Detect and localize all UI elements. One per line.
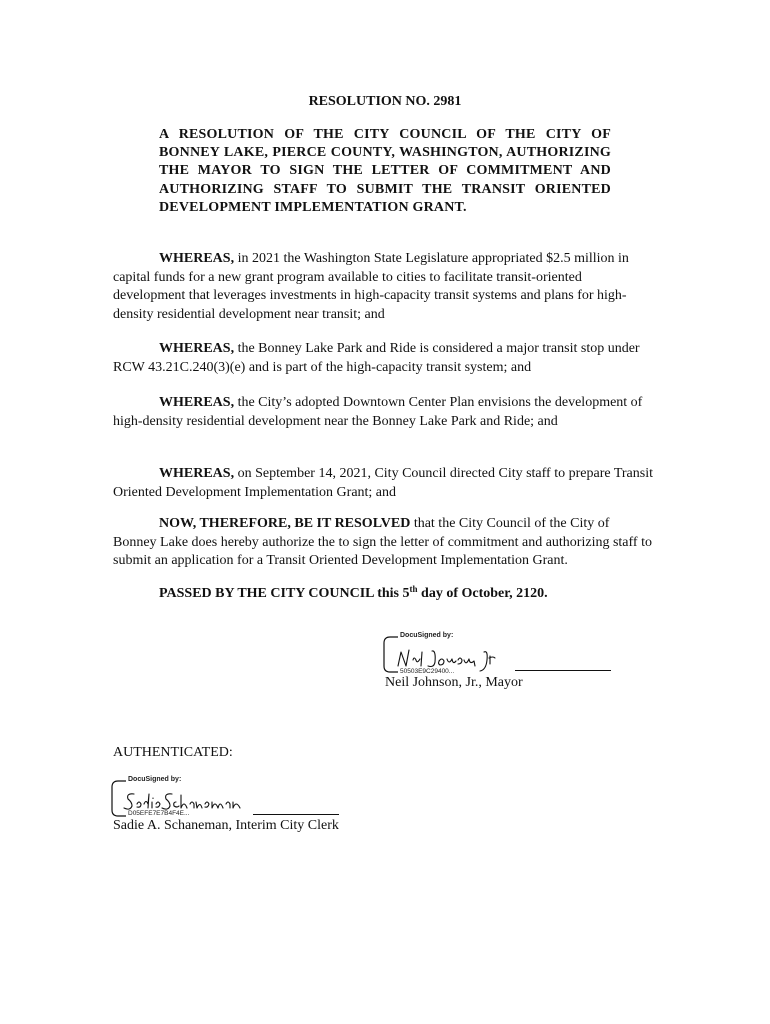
paragraph-body: that the City Council of the City of Bonney Lake does hereby authorize the to sign the letter of commitment and authorizing staff to submit an application for a Transit Oriented Development Implementation Grant. [113, 516, 652, 569]
paragraph-lead: WHEREAS, [159, 395, 235, 410]
docusign-envelope-id: D05EFE7E7B4F4E... [128, 810, 190, 817]
whereas-paragraph-4 [113, 465, 653, 502]
paragraph-body: on September 14, 2021, City Council directed City staff to prepare Transit Oriented Development Implementation Grant; and [113, 466, 653, 500]
whereas-paragraph-3 [113, 394, 653, 431]
docusign-header: DocuSigned by: [128, 776, 182, 783]
paragraph-body: in 2021 the Washington State Legislature appropriated $2.5 million in capital funds for a new grant program available to cities to facilitate transit-oriented development that leverages investments in high-capacity transit systems and plans for high-density residential development near transit; and [113, 251, 629, 322]
clerk-name-title: Sadie A. Schaneman, Interim City Clerk [113, 818, 339, 833]
resolution-number-title: RESOLUTION NO. 2981 [308, 94, 462, 109]
resolution-heading: A RESOLUTION OF THE CITY COUNCIL OF THE CITY OF BONNEY LAKE, PIERCE COUNTY, WASHINGTON, AUTHORIZING THE MAYOR TO SIGN THE LETTER OF COMMITMENT AND AUTHORIZING STAFF TO SUBMIT THE TRANSIT ORIENTED DEVELOPMENT IMPLEMENTATION GRANT. [159, 127, 611, 215]
whereas-paragraph-1 [113, 250, 653, 324]
paragraph-lead: WHEREAS, [159, 251, 235, 266]
paragraph-lead: WHEREAS, [159, 341, 235, 356]
docusign-header: DocuSigned by: [400, 632, 454, 639]
whereas-paragraph-2 [113, 340, 653, 377]
paragraph-body: the City’s adopted Downtown Center Plan envisions the development of high-density residential development near the Bonney Lake Park and Ride; and [113, 395, 643, 429]
passed-statement: PASSED BY THE CITY COUNCIL this 5th day of October, 2120. [159, 584, 548, 601]
docusign-envelope-id: 50503E9C29400... [400, 668, 455, 675]
resolved-paragraph [113, 515, 653, 571]
mayor-name-title: Neil Johnson, Jr., Mayor [385, 675, 523, 690]
paragraph-lead: WHEREAS, [159, 466, 235, 481]
authenticated-label: AUTHENTICATED: [113, 745, 233, 760]
mayor-signature-line [515, 670, 611, 671]
clerk-signature-line [253, 814, 339, 815]
paragraph-lead: NOW, THEREFORE, BE IT RESOLVED [159, 516, 411, 531]
paragraph-body: the Bonney Lake Park and Ride is considered a major transit stop under RCW 43.21C.240(3)(e) and is part of the high-capacity transit system; and [113, 341, 640, 375]
